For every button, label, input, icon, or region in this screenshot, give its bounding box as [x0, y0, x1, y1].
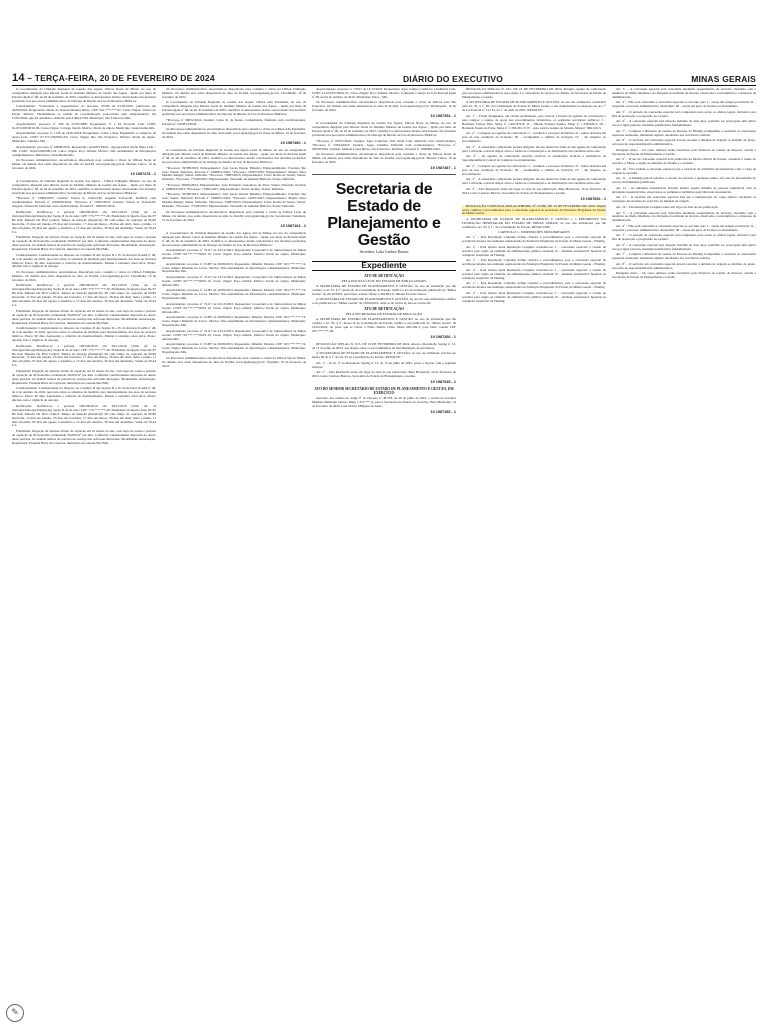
col4-para: Art. 1º – Esta Resolução Conjunta define critérios e procedimentos para a concessão especial de servidores lotados nas unidades assistenciais da Fundação Hospitalar do Estado de Minas Gerais – Fhemig.: [462, 281, 606, 290]
col2-para: Arquivamento: processo nº 74117 de 22/12/2023. Requerente: Cooperativa de Suinocultores de Minas Gerais. CNPJ: 00.***.***/0001-10. Curso d'água: Poço tubular. Motivo: Perda de objeto. Município: Alfenas-MG.: [162, 248, 306, 261]
journal-name: DIÁRIO DO EXECUTIVO: [402, 74, 504, 84]
col3-para: A SECRETÁRIA DE ESTADO DE PLANEJAMENTO E GESTÃO, no uso da atribuição que lhe confere o art. 93, § 2º, inciso II, da Constituição do Estado, retifica o ato de nomeação publicado no "Minas Gerais" de 20/10/2023, para fazer constar: Masp 1.402.891-6, Juliana Ferreira Santos.: [312, 283, 456, 296]
col3-para: Arquivamento: processo nº 72917 de 12/12/2023. Requerente: Agro Campo Comércio e Indústria Ltda. CNPJ: 21.674.957/0001-97. Curso d'água: Poço Tubular. Motivo: Conforme o artigo 54 A da Portaria Igam nº 48, de 04 de outubro de 2019. Município: Patos - MG.: [312, 88, 456, 99]
col5-para: Art. 4º – Não será concedida a concessão especial ao servidor que: I – esteja em estágio probatório; II – responda a processo administrativo disciplinar; III – esteja em gozo de licença ou afastamento.: [612, 100, 756, 109]
col5-para: Art. 5º – O período de concessão especial será computado para todos os efeitos legais, inclusive para fins de promoção e progressão na carreira.: [612, 109, 756, 118]
col2-para: *Processo nº 06052/2024. Usuário: Celso R. de Souza. Comunidade. Deferido com condicionantes. Portaria nº 1900814/2024.: [162, 117, 306, 126]
col2-para: Arquivamento: processo nº 21487 de 29/09/2023. Requerente: Rinaldo Teixeira. CPF: 025.***.***-74. Curso d'água: Ribeirão do Cervo. Motivo: Não atendimento de informações complementares. Município: Nepomuceno-MG.: [162, 342, 306, 355]
col5-para: Art. 5º – O período de concessão especial será computado para todos os efeitos legais, inclusive para fins de promoção e progressão na carreira.: [612, 233, 756, 242]
col2-para: Arquivamento: processo nº 21487 de 29/09/2023. Requerente: Rinaldo Teixeira. CPF: 025.***.***-74. Curso d'água: Ribeirão do Cervo. Motivo: Não atendimento de informações complementares. Município: Nepomuceno-MG.: [162, 315, 306, 328]
col4-para: Art. 2º – Compete aos agentes de contratação: I – conduzir o processo licitatório; II – tomar decisões em prol da boa condução da licitação; III – acompanhar o trâmite da licitação; IV – dar impulso ao procedimento.: [462, 131, 606, 144]
col1-para: Retificação: Retificar-se a portaria 1005/06/2019 em 28/11/2019 (Vide ref. às Outorgas/Outorga/Integração) Seção II da de data: CPF: 775.***.***-20. Finalidade: Irrigação Área De 87 Ha Pelo Método De Pivô Central. Tempo de duração (Rentável): 90 com tempo de captação de 09:00 horas/dia, 15 dias em janeiro, 05 dias em fevereiro, 17 dias em março, 28 dias em abril, maio e junho, 11 dias em julho, 05 dias em agosto e setembro e 15 dias em outubro, 30 dias em dezembro. Vazão de 59,44 L/s.: [12, 343, 156, 368]
col1-para: Finalidade: Irrigação de culturas. Ponto de captação em 10 meses do ano, com regra de vazão e período de captação de 20 horas/dia, totalizando 36.000 m³ por mês. Conforme condicionantes dispostas no anexo desta portaria. Os demais termos da portaria de outorga não sofreram alterações. Modalidade: Autorização. Requerente: Fazenda Barra da Capivara, município de Guarda-Mor/MG.: [12, 429, 156, 445]
col1-para: O Coordenador da Unidade Regional de Gestão das Águas, URGA Norte de Minas, no uso da competência delegada pelo Diretor Geral do Instituto Mineiro de Gestão das Águas - Igam, por meio da Portaria Igam nº 48, de 26 de setembro de 2023, cientifica os interessados abaixo relacionados das decisões proferidas nos processos administrativos de Outorga de Direito de Uso de Recursos Hídricos:: [12, 88, 156, 103]
publication-code: 19 1987394 - 1: [430, 114, 456, 119]
column-2: [162, 88, 306, 1004]
col4-para: Art. 1º – Ficam designados, em caráter permanente, para exercer a função de agentes de contratação e para compor a equipe de apoio nos procedimentos licitatórios, os seguintes servidores públicos: I – Henrique Freitas Dias, Masp nº 1.402.874-8; II – Juliana Ferreira Santos, Masp nº 1.338.826-3; III – Bernardo Souza de Faria, Masp nº 1.358.453-3; IV – Ana Letícia Gomes de Morais, Masp nº 869.169-5.: [462, 113, 606, 130]
col3-para: A SECRETÁRIA DE ESTADO DE PLANEJAMENTO E GESTÃO, no uso de suas atribuições, retifica o ato publicado no "Minas Gerais" de 19/09/2019, onde se lê: inciso II, leia-se: inciso III.: [312, 297, 456, 306]
column-5: [612, 88, 756, 1004]
publication-code: 19 1987487 - 1: [430, 165, 456, 170]
act-heading: ATO DO SENHOR SECRETÁRIO DE ESTADO DE PLANEJAMENTO E GESTÃO, EM EXERCÍCIO: [314, 387, 454, 396]
col2-para: Os Processos Administrativos encontram-se disponíveis para consulta e vistas na URGA Leste de Minas. Os demais atos estão disponíveis no sítio do IGAM, www.igam.mg.gov.br. Governador Valadares, 19 de fevereiro de 2024.: [162, 209, 306, 222]
col4-para: Art. 3º – A autoridade competente poderá designar, em ato motivado, mais de um agente de contratação para a licitação e deverá dispor sobre a forma de coordenação e de distribuição dos trabalhos entre eles.: [462, 144, 606, 153]
col5-para: Art. 7º – Compete à Diretoria de Gestão de Pessoas da Fhemig acompanhar e controlar as concessões especiais realizadas, mantendo registro atualizado dos servidores cedidos.: [612, 128, 756, 137]
col5-para: Art. 14 – Esta Resolução Conjunta entra em vigor na data de sua publicação.: [616, 204, 719, 209]
col2-para: Os Processos Administrativos encontram-se disponíveis para consulta e vistas na URGA Alto Paranaíba. Os demais atos estão disponíveis no sítio do IGAM, www.igam.mg.gov.br. Patos de Minas, 19 de fevereiro de 2024.: [162, 127, 306, 140]
expediente-box: [312, 261, 456, 271]
col4-para: Art. 4º – Os agentes de contratação deverão observar as orientações técnicas e normativas da Superintendência Central de Compras Governamentais.: [462, 154, 606, 163]
col5-para: Art. 8º – O servidor em concessão especial deverá retornar à unidade de origem ao término do prazo, sob pena de responsabilização administrativa.: [612, 261, 756, 270]
col4-para: A SECRETÁRIA DE ESTADO DE PLANEJAMENTO E GESTÃO, no uso das atribuições conferidas pelo art. 93, § 1º, III, da Constituição do Estado de Minas Gerais, e em cumprimento ao disposto no art. 7º da Lei Federal nº 14.133, de 1º de abril de 2021, RESOLVE:: [462, 100, 606, 113]
chapter-heading: CAPÍTULO I – DISPOSIÇÕES PRELIMINARES: [498, 230, 570, 235]
col2-para: Os Processos Administrativos encontram-se disponíveis para consulta e vistas na URGA Sul de Minas. Os demais atos estão disponíveis no sítio do IGAM, www.igam.mg.gov.br. Varginha, 19 de fevereiro de 2024.: [162, 355, 306, 368]
col4-para: Art. 2º – Para efeitos desta Resolução Conjunta considera-se: I – concessão especial: a cessão de servidor para órgão ou entidade da administração pública estadual; II – unidade assistencial: hospital ou complexo hospitalar da Fhemig.: [462, 244, 606, 257]
column-1: [12, 88, 156, 1004]
col1-para: Arquivamento: processo nº 24858/2019. Requerente: AGROVEMA - Agropecuária Verde Mata Ltda. - ME. CNPJ: 16.925.000/0001-32. Curso d'água: Poço tubular. Motivo: Não atendimento de informações complementares. Município: Varzelândia-MG.: [12, 144, 156, 157]
col5-para: Art. 6º – A concessão especial terá duração máxima de dois anos, podendo ser prorrogada uma única vez por igual período, mediante justificativa fundamentada.: [612, 242, 756, 251]
act-subheading: PELA POLÍCIA CIVIL DO ESTADO DE MINAS GERAIS: [341, 278, 427, 283]
col1-para: Os Processos Administrativos encontram-se disponíveis para consulta e vistas na URGA Triângulo Mineiro. Os demais atos estão disponíveis no sítio do IGAM, www.igam.mg.gov.br. Uberlândia, 19 de fevereiro de 2024.: [12, 270, 156, 282]
col2-para: Arquivamento: processo nº 21487 de 29/09/2023. Requerente: Rinaldo Teixeira. CPF: 025.***.***-74. Curso d'água: Ribeirão do Cervo. Motivo: Não atendimento de informações complementares. Município: Nepomuceno-MG.: [162, 261, 306, 274]
page-columns: [12, 88, 756, 1004]
publication-code: 19 1987652 - 1: [580, 196, 606, 201]
col1-para: Arquivamento: processo nº 399 de 07/01/2008. Requerente: V e M Florestal Ltda. CNPJ: 61.074.903/0010-38. Curso d'água: Córrego Jatobá. Motivo: Perda de objeto. Município: Guaraciama-MG.: [12, 121, 156, 130]
col4-para: Art. 2º – Compete aos agentes de contratação: I – conduzir o processo licitatório; II – tomar decisões em prol da boa condução da licitação; III – acompanhar o trâmite da licitação; IV – dar impulso ao procedimento.: [462, 163, 606, 176]
act-heading: ATO DE RETIFICAÇÃO: [364, 307, 404, 312]
col4-para: Art. 1º – Esta Resolução Conjunta define critérios e procedimentos para a concessão especial de servidores lotados nas unidades assistenciais da Fundação Hospitalar do Estado de Minas Gerais – Fhemig.: [462, 235, 606, 244]
col1-para: Retificação: Retificar-se a portaria 1005/06/2019 em 28/11/2019 (Vide ref. às Outorgas/Outorga/Integração) Seção II da de data: CPF: 775.***.***-20. Finalidade: Irrigação Área De 87 Ha Pelo Método De Pivô Central. Tempo de duração (Rentável): 90 com tempo de captação de 09:00 horas/dia, 15 dias em janeiro, 05 dias em fevereiro, 17 dias em março, 28 dias em abril, maio e junho, 11 dias em julho, 05 dias em agosto e setembro e 15 dias em outubro, 30 dias em dezembro. Vazão de 59,44 L/s.: [12, 209, 156, 234]
col3-para: Art. 1º – O art. 2º da Resolução Seplag nº 13, de 13 de julho de 2023, passa a vigorar com a seguinte redação.: [312, 360, 456, 369]
col4-para: Art. 3º – A autoridade competente poderá designar, em ato motivado, mais de um agente de contratação para a licitação e deverá dispor sobre a forma de coordenação e de distribuição dos trabalhos entre eles.: [462, 177, 606, 186]
act-heading: ATO DE RETIFICAÇÃO: [364, 273, 404, 278]
page-header: [12, 72, 756, 86]
publication-code: 19 1987185 - 1: [430, 409, 456, 414]
col2-para: O Coordenador da Unidade Regional de Gestão das Águas Leste de Minas, no uso da competência delegada pelo Diretor Geral do Instituto Mineiro de Gestão das Águas – Igam, por meio da Portaria Igam nº 48, de 26 de setembro de 2023, cientifica os interessados abaixo relacionados das decisões proferidas nos processos administrativos de Outorga de Direito de Uso de Recursos Hídricos:: [162, 148, 306, 165]
secretary-name: Secretária: Luísa Cardoso Barreto: [359, 249, 409, 254]
page-number: 14: [12, 72, 25, 84]
col5-para: Parágrafo único – Os casos omissos serão resolvidos pela Diretoria de Gestão de Pessoas, ouvida a Secretaria de Estado de Planejamento e Gestão.: [612, 271, 756, 280]
col1-para: Condicionantes: Condicionante no disposto no Capítulo II das Seções II e IV da Portaria IGAM nº 48, de 4 de outubro de 2019, que trata sobre os sistemas de medição para monitoramento dos usos de recursos hídricos. Prazo: 90 dias. Apresentar o relatório de monitoramento. Manter a estrutura atual ativa. Prazo: durante toda a vigência da outorga.: [12, 252, 156, 269]
col1-para: *Processo nº 72990/2023. Usuário: Edson A. Trabucchi; Augusto Trabucchi. Deferido com condicionantes. Portaria nº 1900296/2024. *Processo nº 72995/2023. Usuário: Edson A. Trabucchi; Augusto Trabucchi. Deferido com condicionantes. Portaria nº 1900297/2024.: [12, 196, 156, 209]
col1-para: Finalidade: Irrigação de culturas. Ponto de captação em 10 meses do ano, com regra de vazão e período de captação de 20 horas/dia, totalizando 36.000 m³ por mês. Conforme condicionantes dispostas no anexo desta portaria. Os demais termos da portaria de outorga não sofreram alterações. Modalidade: Autorização. Requerente: Fazenda Barra da Capivara, município de Guarda-Mor/MG.: [12, 235, 156, 252]
col2-para: *Processo: 59708/2023; Empreendedor: José Lucas Duarte Pimenta; Empreendimento: Fazenda São José; Status: Deferido; Portaria nº 1900851/2024. *Processo: 21007/2023; Empreendedor: Magno Teles Martins Rangel; Status: Deferido. *Processo: 70005/2023; Empreendedor: Lúcio Rocha de Souza; Status: Deferido. *Processo: 77528/2023; Empreendedor: Sebastião de Amorim Barbosa; Status: Deferido.: [162, 165, 306, 182]
col1-para: Cancelamento: *Cancelada a requerimento do processo 23768 de 01/03/2019, publicado em 26/09/2023. Requerente: Maria do Nazaré Mendes Ribas. CPF: 021.***.***-87. Curso d'água: Vereda do Poção. Motivo: Encaminhado ao pedido de reconsideração protocolado pelo empreendedor, em 13/01/2024, que foi atendido e deferido pela URGA NM. Município: São Francisco-MG.: [12, 104, 156, 121]
col5-para: Parágrafo único – Os casos omissos serão resolvidos pela Diretoria de Gestão de Pessoas, ouvida a Secretaria de Estado de Planejamento e Gestão.: [612, 147, 756, 156]
col3-para: RESOLUÇÃO SEPLAG Nº 015, DE 19 DE FEVEREIRO DE 2024. Altera a Resolução Seplag nº 13, de 13 de julho de 2023, que dispõe sobre os procedimentos de movimentação de servidores.: [312, 341, 456, 350]
col2-para: Arquivamento: processo nº 21487 de 29/09/2023. Requerente: Rinaldo Teixeira. CPF: 025.***.***-74. Curso d'água: Ribeirão do Cervo. Motivo: Não atendimento de informações complementares. Município: Nepomuceno-MG.: [162, 288, 306, 301]
publication-code: 19 1987480 - 1: [280, 141, 306, 146]
col5-para: Art. 3º – A concessão especial será concedida mediante requerimento do servidor, instruído com a anuência da chefia imediata e do dirigente da unidade de lotação, observada a conveniência e o interesse da administração.: [612, 210, 756, 223]
col5-para: Art. 10 – Fica vedada a concessão especial para o exercício de atividades incompatíveis com o cargo de origem do servidor.: [612, 166, 756, 175]
col5-para: Art. 8º – O servidor em concessão especial deverá retornar à unidade de origem ao término do prazo, sob pena de responsabilização administrativa.: [612, 138, 756, 147]
col4-para: Art. 5º – Esta Resolução entra em vigor na data de sua publicação. Belo Horizonte, 19 de fevereiro de 2024. Luísa Cardoso Barreto, Secretária de Estado de Planejamento e Gestão.: [462, 186, 606, 195]
col5-para: Art. 7º – Compete à Diretoria de Gestão de Pessoas da Fhemig acompanhar e controlar as concessões especiais realizadas, mantendo registro atualizado dos servidores cedidos.: [612, 252, 756, 261]
col1-para: Condicionantes: Condicionante no disposto no Capítulo II das Seções II e IV da Portaria IGAM nº 48, de 4 de outubro de 2019, que trata sobre os sistemas de medição para monitoramento dos usos de recursos hídricos. Prazo: 90 dias. Apresentar o relatório de monitoramento. Manter a estrutura atual ativa. Prazo: durante toda a vigência da outorga.: [12, 326, 156, 343]
col4-para: Art. 2º – Para efeitos desta Resolução Conjunta considera-se: I – concessão especial: a cessão de servidor para órgão ou entidade da administração pública estadual; II – unidade assistencial: hospital ou complexo hospitalar da Fhemig.: [462, 290, 606, 303]
act-subheading: PELA SECRETARIA DE ESTADO DE EDUCAÇÃO: [345, 312, 423, 317]
section-title: Secretaria de Estado de Planejamento e Gestão: [327, 180, 441, 249]
divider: [312, 174, 456, 175]
col2-para: *Processo: 00669/2024; Empreendedor: Luiz Fernando Gonçalves da Silva; Status: Deferido; Portaria nº 1900916/2024. *Processo: 71885/2023; Empreendedor: Neitor Jacinto; Status: Deferido.: [162, 182, 306, 191]
col1-para: Retificação: Retificar-se a portaria 1005/06/2019 em 28/11/2019 (Vide ref. às Outorgas/Outorga/Integração) Seção II da de data: CPF: 775.***.***-20. Finalidade: Irrigação Área De 87 Ha Pelo Método De Pivô Central. Tempo de duração (Rentável): 90 com tempo de captação de 09:00 horas/dia, 15 dias em janeiro, 05 dias em fevereiro, 17 dias em março, 28 dias em abril, maio e junho, 11 dias em julho, 05 dias em agosto e setembro e 15 dias em outubro, 30 dias em dezembro. Vazão de 59,44 L/s.: [12, 403, 156, 428]
col2-para: Os Processos Administrativos encontram-se disponíveis para consulta e vistas na URGA Triângulo Mineiro. Os demais atos estão disponíveis no sítio do IGAM, www.igam.mg.gov.br. Uberlândia, 19 de fevereiro de 2024.: [162, 88, 306, 99]
col2-para: A Coordenadora da Unidade Regional de Gestão das Águas Sul de Minas, no uso da competência delegada pelo Diretor Geral do Instituto Mineiro de Gestão das Águas – Igam, por meio da Portaria Igam nº 48, de 26 de setembro de 2023, cientifica os interessados abaixo relacionados das decisões proferidas nos processos administrativos de Outorga de Direito de Uso de Recursos Hídricos:: [162, 230, 306, 247]
col3-para: Art. 2º – Esta Resolução entra em vigor na data de sua publicação. Belo Horizonte, 19 de fevereiro de 2024. Luísa Cardoso Barreto, Secretária de Estado de Planejamento e Gestão.: [312, 370, 456, 379]
col1-para: Retificação: Retificar-se a portaria 1005/06/2019 em 28/11/2019 (Vide ref. às Outorgas/Outorga/Integração) Seção II da de data: CPF: 775.***.***-20. Finalidade: Irrigação Área De 87 Ha Pelo Método De Pivô Central. Tempo de duração (Rentável): 90 com tempo de captação de 09:00 horas/dia, 15 dias em janeiro, 05 dias em fevereiro, 17 dias em março, 28 dias em abril, maio e junho, 11 dias em julho, 05 dias em agosto e setembro e 15 dias em outubro, 30 dias em dezembro. Vazão de 59,44 L/s.: [12, 283, 156, 308]
publication-code: 19 1987163 - 1: [280, 223, 306, 228]
col5-para: Art. 12 – As unidades assistenciais deverão manter quadro mínimo de pessoal compatível com as atividades desenvolvidas, observados os parâmetros definidos pela Diretoria Assistencial.: [612, 185, 756, 194]
col1-para: A Coordenadora da Unidade Regional de Gestão das Águas – URGA Triângulo Mineiro, no uso da competência delegada pelo Diretor Geral do Instituto Mineiro de Gestão das Águas – Igam, por meio da Portaria Igam nº 48, de 26 de setembro de 2023, cientifica os interessados abaixo relacionados das decisões proferidas nos processos administrativos de Outorga de Direito de Uso de Recursos Hídricos:: [12, 179, 156, 195]
col5-para: Art. 13 – O servidor em concessão especial fará jus à remuneração do cargo efetivo, excluídas as vantagens decorrentes do exercício na unidade de origem.: [612, 195, 756, 204]
col2-para: Arquivamento: processo nº 74117 de 22/12/2023. Requerente: Cooperativa de Suinocultores de Minas Gerais. CNPJ: 00.***.***/0001-10. Curso d'água: Poço tubular. Motivo: Perda de objeto. Município: Alfenas-MG.: [162, 275, 306, 287]
publication-code: 19 1987035 - 1: [430, 380, 456, 385]
highlighted-resolution: RESOLUÇÃO CONJUNTA SEPLAG/FHEMIG Nº 10.885, DE 19 DE FEVEREIRO DE 2024. Dispõe sobre critérios e procedimentos para a concessão especial de servidores da Fundação Hospitalar do Estado de Minas Gerais.: [462, 203, 606, 216]
col2-para: O Coordenador da Unidade Regional de Gestão das Águas, URGA Alto Paranaíba, no uso da competência delegada pelo Diretor Geral do Instituto Mineiro de Gestão das Águas – Igam, por meio da Portaria Igam nº 48, de 26 de setembro de 2023, cientifica os interessados abaixo relacionados das decisões proferidas nos processos administrativos de Outorga de Direito de Uso de Recursos Hídricos:: [162, 100, 306, 117]
col2-para: *Processo: 59708/2023; Empreendedor: José Lucas Duarte Pimenta; Empreendimento: Fazenda São José; Status: Deferido; Portaria nº 1900851/2024. *Processo: 21007/2023; Empreendedor: Magno Teles Martins Rangel; Status: Deferido. *Processo: 70005/2023; Empreendedor: Lúcio Rocha de Souza; Status: Deferido. *Processo: 77528/2023; Empreendedor: Sebastião de Amorim Barbosa; Status: Deferido.: [162, 192, 306, 209]
col1-para: Os Processos Administrativos encontram-se disponíveis para consulta e vistas na URGA Norte de Minas. Os demais atos estão disponíveis no sítio do IGAM, www.igam.mg.gov.br. Montes Claros, 19 de fevereiro de 2024.: [12, 158, 156, 171]
col3-para: A SECRETÁRIA DE ESTADO DE PLANEJAMENTO E GESTÃO, no uso de atribuição prevista no inciso III do § 1º do art. 93 da Constituição do Estado, RESOLVE:: [312, 351, 456, 360]
col3-para: A SECRETÁRIA DE ESTADO DE PLANEJAMENTO E GESTÃO, no uso da atribuição que lhe confere o art. 93, § 2º, inciso II, da Constituição do Estado, retifica o ato publicado no "Minas Gerais" de 16/02/2024, na parte que se refere a Nilza Duarte Lima, Masp 983.106-3, para fazer constar CPF 455.***.***-06.: [312, 317, 456, 333]
col5-para: Art. 11 – A Fhemig poderá solicitar o retorno do servidor a qualquer tempo, em caso de necessidade do serviço devidamente justificada.: [612, 176, 756, 185]
column-3: [312, 88, 456, 1004]
expediente-heading: Expediente: [361, 259, 407, 270]
col2-para: Arquivamento: processo nº 74117 de 22/12/2023. Requerente: Cooperativa de Suinocultores de Minas Gerais. CNPJ: 00.***.***/0001-10. Curso d'água: Poço tubular. Motivo: Perda de objeto. Município: Alfenas-MG.: [162, 328, 306, 341]
publication-code: 19 1987478 - 1: [130, 172, 156, 177]
col1-para: Finalidade: Irrigação de culturas. Ponto de captação em 10 meses do ano, com regra de vazão e período de captação de 20 horas/dia, totalizando 36.000 m³ por mês. Conforme condicionantes dispostas no anexo desta portaria. Os demais termos da portaria de outorga não sofreram alterações. Modalidade: Autorização. Requerente: Fazenda Barra da Capivara, município de Guarda-Mor/MG.: [12, 308, 156, 325]
col3-para: Autoriza, nos termos do artigo 9º do Decreto nº 48.378, de 29 de julho de 2022, a cessão do servidor Matheus Henrique Santos, Masp 1.372.***-4, para a Secretaria de Estado de Governo. Belo Horizonte, 19 de fevereiro de 2024. Luís Otávio Milagres de Assis.: [312, 396, 456, 408]
col5-para: Art. 6º – A concessão especial terá duração máxima de dois anos, podendo ser prorrogada uma única vez por igual período, mediante justificativa fundamentada.: [612, 119, 756, 128]
col5-para: Art. 9º – O ato de concessão especial será publicado no Diário Oficial do Estado, contendo o nome do servidor, o Masp, o órgão ou entidade de destino e o período.: [612, 157, 756, 166]
state-name: MINAS GERAIS: [691, 74, 756, 84]
col3-para: Os Processos Administrativos encontram-se disponíveis para consulta e vistas na URGA Alto São Francisco. Os demais atos estão disponíveis no sítio do IGAM, www.igam.mg.gov.br. Divinópolis, 19 de fevereiro de 2024.: [312, 100, 456, 113]
col1-para: Condicionantes: Condicionante no disposto no Capítulo II das Seções II e IV da Portaria IGAM nº 48, de 4 de outubro de 2019, que trata sobre os sistemas de medição para monitoramento dos usos de recursos hídricos. Prazo: 90 dias. Apresentar o relatório de monitoramento. Manter a estrutura atual ativa. Prazo: durante toda a vigência da outorga.: [12, 386, 156, 403]
col5-para: Art. 4º – Não será concedida a concessão especial ao servidor que: I – esteja em estágio probatório; II – responda a processo administrativo disciplinar; III – esteja em gozo de licença ou afastamento.: [612, 223, 756, 232]
publication-code: 19 1987266 - 1: [430, 334, 456, 339]
col4-para: Art. 2º – Para efeitos desta Resolução Conjunta considera-se: I – concessão especial: a cessão de servidor para órgão ou entidade da administração pública estadual; II – unidade assistencial: hospital ou complexo hospitalar da Fhemig.: [462, 267, 606, 280]
col4-para: Art. 1º – Esta Resolução Conjunta define critérios e procedimentos para a concessão especial de servidores lotados nas unidades assistenciais da Fundação Hospitalar do Estado de Minas Gerais – Fhemig.: [462, 258, 606, 267]
col5-para: Art. 3º – A concessão especial será concedida mediante requerimento do servidor, instruído com a anuência da chefia imediata e do dirigente da unidade de lotação, observada a conveniência e o interesse da administração.: [612, 88, 756, 99]
col1-para: Arquivamento: processo nº 1536 de 22/01/2018. Requerente: Cristo e Paio Engenharia e Comércio de Areia Ltda. CNPJ: 07.375.326/0001-84. Curso d'água: Rio São Francisco. Motivo: Perda de objeto. Município: Januária-MG.: [12, 131, 156, 144]
col4-para: A SECRETÁRIA DE ESTADO DE PLANEJAMENTO E GESTÃO e o PRESIDENTE DA FUNDAÇÃO HOSPITALAR DO ESTADO DE MINAS GERAIS, no uso das atribuições que lhe conferem o art. 93, § 1º, da Constituição do Estado, RESOLVEM:: [462, 217, 606, 229]
col4-para: RESOLUÇÃO SEPLAG Nº 012, DE 19 DE FEVEREIRO DE 2024. Designa equipe de contratação para processos administrativos cujo objeto é a contratação de serviços no âmbito da Secretaria de Estado de Planejamento e Gestão.: [462, 88, 606, 99]
column-4: [462, 88, 606, 1004]
header-left: [12, 72, 215, 84]
col3-para: *Processo nº 05357/2024. Usuário: Agro Comércio Vale Verde Ltda. Deferido com condicionantes. *Processo nº 27944/2019. Usuário: Agap, Janaúba. Deferido com condicionantes. *Processo nº 04930/2024. Usuário: Manoel Lopes Ribas. São Francisco. Deferido. Portaria nº 1900882/2024.: [312, 138, 456, 151]
issue-date: – TERÇA-FEIRA, 20 DE FEVEREIRO DE 2024: [27, 73, 215, 83]
authentication-seal-icon: ✎: [6, 1004, 24, 1022]
col1-para: Finalidade: Irrigação de culturas. Ponto de captação em 10 meses do ano, com regra de vazão e período de captação de 20 horas/dia, totalizando 36.000 m³ por mês. Conforme condicionantes dispostas no anexo desta portaria. Os demais termos da portaria de outorga não sofreram alterações. Modalidade: Autorização. Requerente: Fazenda Barra da Capivara, município de Guarda-Mor/MG.: [12, 368, 156, 385]
col2-para: Arquivamento: processo nº 74117 de 22/12/2023. Requerente: Cooperativa de Suinocultores de Minas Gerais. CNPJ: 00.***.***/0001-10. Curso d'água: Poço tubular. Motivo: Perda de objeto. Município: Alfenas-MG.: [162, 301, 306, 314]
col3-para: O Coordenador da Unidade Regional de Gestão das Águas, URGA Norte de Minas, no uso da competência delegada pelo Diretor Geral do Instituto Mineiro de Gestão das Águas – Igam, por meio da Portaria Igam nº 48, de 26 de setembro de 2023, cientifica os interessados abaixo relacionados das decisões proferidas nos processos administrativos de Outorga de Direito de Uso de Recursos Hídricos:: [312, 121, 456, 138]
col3-para: Os Processos Administrativos encontram-se disponíveis para consulta e vistas na URGA Norte de Minas. Os demais atos estão disponíveis no sítio do IGAM, www.igam.mg.gov.br. Montes Claros, 19 de fevereiro de 2024.: [312, 152, 456, 165]
